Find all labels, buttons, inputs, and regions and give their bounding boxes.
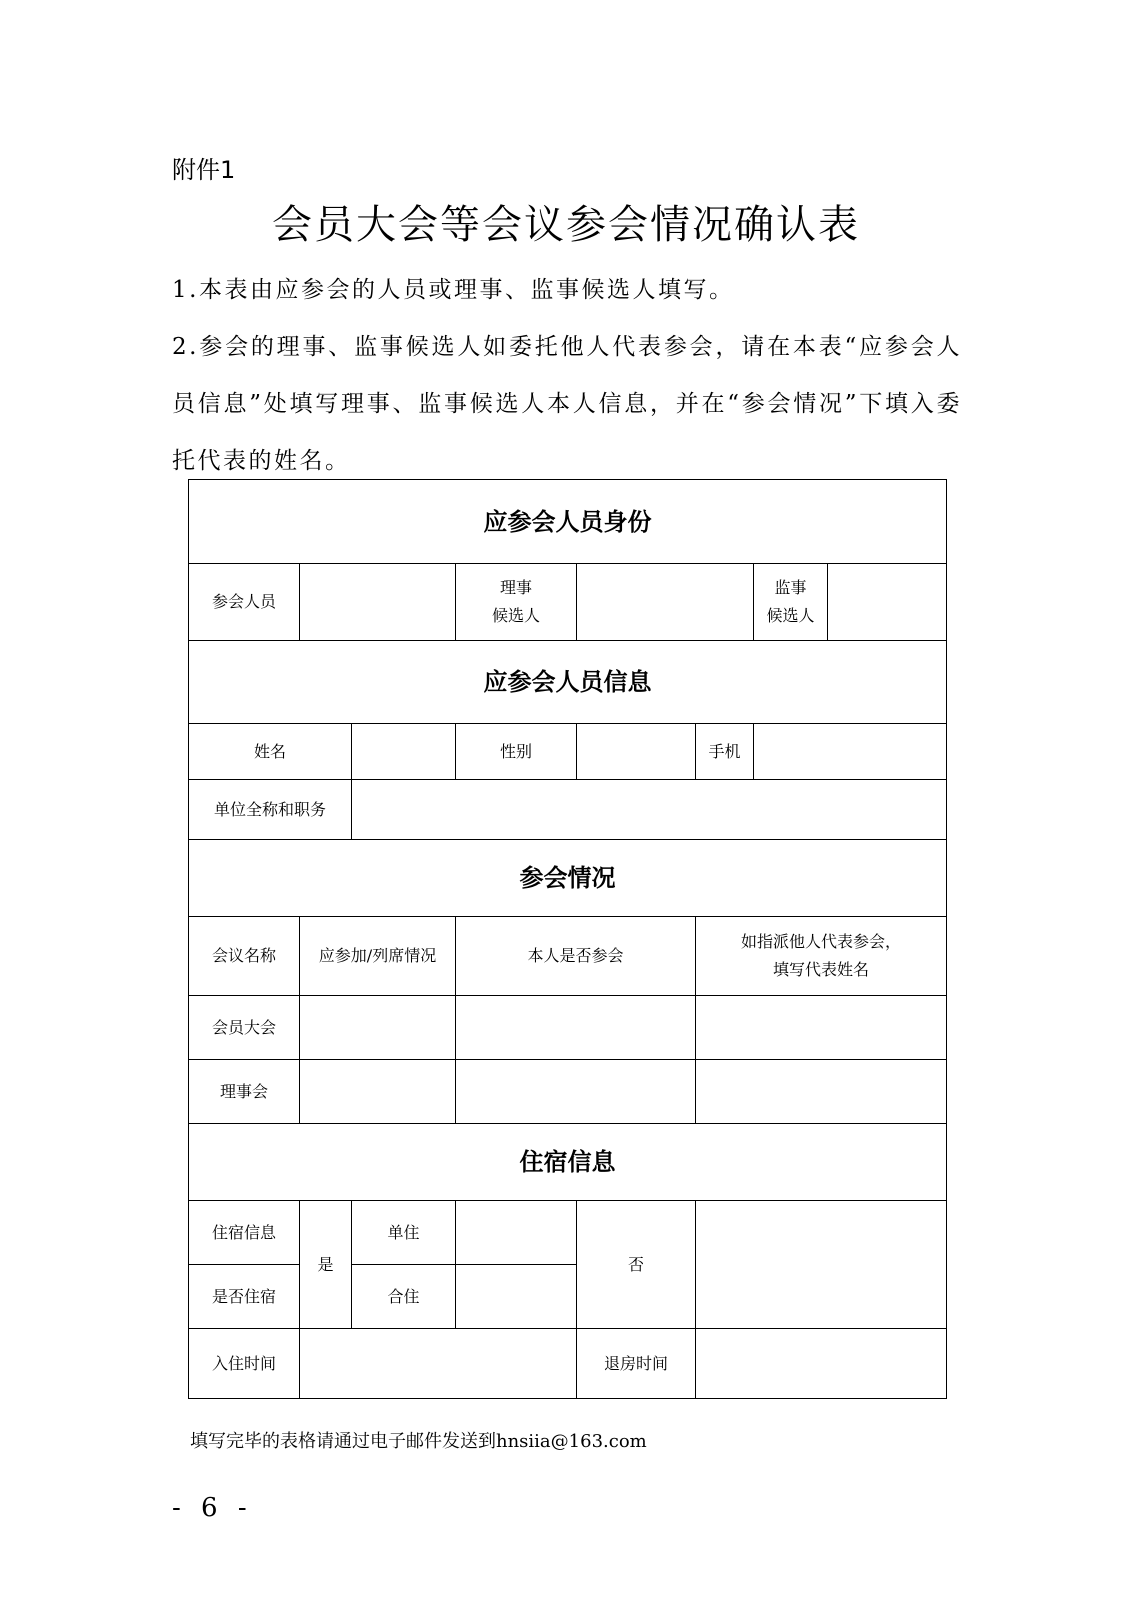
column-self-attend: 本人是否参会 [456,917,696,996]
column-attend-status: 应参加/列席情况 [300,917,456,996]
page-title: 会员大会等会议参会情况确认表 [272,202,860,248]
org-title-input-cell[interactable] [352,780,947,840]
confirmation-form-table [188,479,947,1399]
column-meeting-name: 会议名称 [189,917,300,996]
checkout-time-input-cell[interactable] [696,1329,947,1399]
attendee-label: 参会人员 [189,564,300,641]
supervisor-candidate-label: 监事 候选人 [754,564,828,641]
gender-label: 性别 [456,724,577,780]
director-candidate-label: 理事 候选人 [456,564,577,641]
general-assembly-self-cell[interactable] [456,996,696,1060]
lodging-info-label: 住宿信息 [189,1201,300,1265]
checkin-time-input-cell[interactable] [300,1329,577,1399]
name-label: 姓名 [189,724,352,780]
single-room-label: 单住 [352,1201,456,1265]
attendee-input-cell[interactable] [300,564,456,641]
lodging-no-label: 否 [577,1201,696,1329]
instruction-1: 1.本表由应参会的人员或理事、监事候选人填写。 [172,277,735,303]
org-title-label: 单位全称和职务 [189,780,352,840]
phone-input-cell[interactable] [754,724,947,780]
board-meeting-delegate-cell[interactable] [696,1060,947,1124]
section-heading-attendance: 参会情况 [189,840,947,917]
single-room-input-cell[interactable] [456,1201,577,1265]
general-assembly-status-cell[interactable] [300,996,456,1060]
instruction-2: 2.参会的理事、监事候选人如委托他人代表参会，请在本表“应参会人员信息”处填写理事、监事候选人本人信息，并在“参会情况”下填入委托代表的姓名。 [172,334,962,474]
footer-note: 填写完毕的表格请通过电子邮件发送到hnsiia@163.com [190,1431,647,1452]
section-heading-info: 应参会人员信息 [189,641,947,724]
board-meeting-self-cell[interactable] [456,1060,696,1124]
checkout-time-label: 退房时间 [577,1329,696,1399]
gender-input-cell[interactable] [577,724,696,780]
instructions [172,262,962,490]
section-heading-identity: 应参会人员身份 [189,480,947,564]
lodging-no-input-cell[interactable] [696,1201,947,1329]
checkin-time-label: 入住时间 [189,1329,300,1399]
column-delegate-name: 如指派他人代表参会， 填写代表姓名 [696,917,947,996]
general-assembly-delegate-cell[interactable] [696,996,947,1060]
shared-room-input-cell[interactable] [456,1265,577,1329]
board-meeting-status-cell[interactable] [300,1060,456,1124]
lodging-need-label: 是否住宿 [189,1265,300,1329]
row-general-assembly: 会员大会 [189,996,300,1060]
director-candidate-input-cell[interactable] [577,564,754,641]
name-input-cell[interactable] [352,724,456,780]
attachment-label: 附件1 [172,156,236,184]
lodging-yes-label: 是 [300,1201,352,1329]
row-board-meeting: 理事会 [189,1060,300,1124]
phone-label: 手机 [696,724,754,780]
supervisor-candidate-input-cell[interactable] [828,564,947,641]
page-number: - 6 - [172,1493,253,1523]
section-heading-lodging: 住宿信息 [189,1124,947,1201]
shared-room-label: 合住 [352,1265,456,1329]
